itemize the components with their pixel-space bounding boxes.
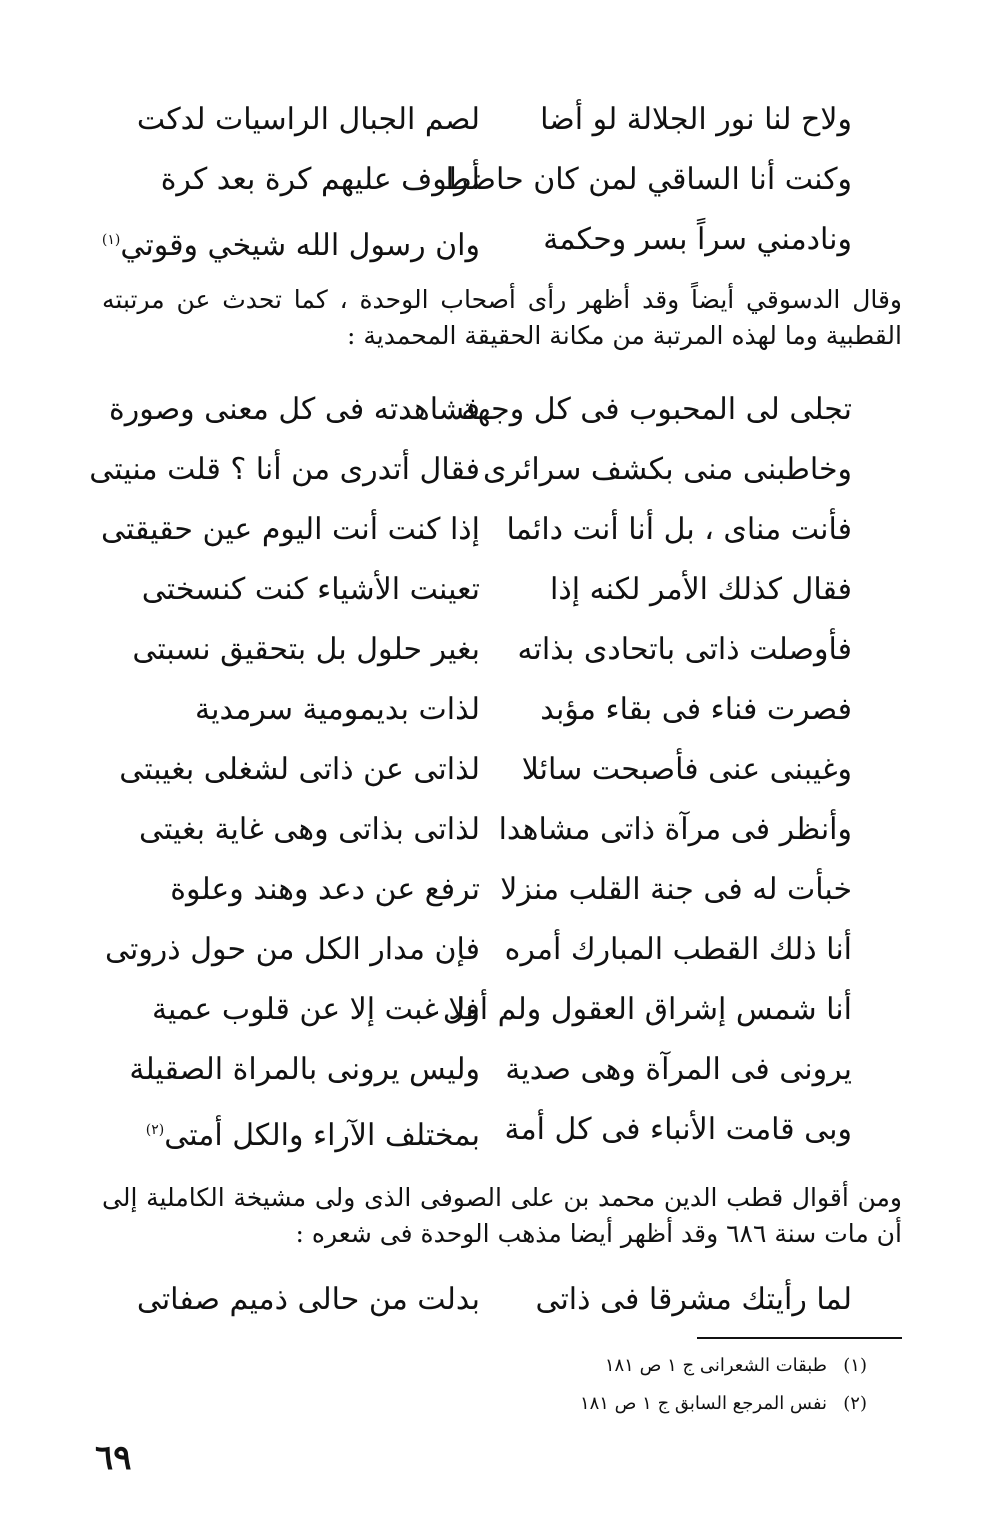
verse-second-hemistich: ولا غبت إلا عن قلوب عمية [151,992,480,1027]
verse-second-hemistich: تعينت الأشياء كنت كنسختى [141,572,480,607]
verse-second-hemistich: لذات بديمومية سرمدية [195,692,480,727]
verse-first-hemistich: وكنت أنا الساقي لمن كان حاضرا [445,162,852,197]
verse-first-hemistich: خبأت له فى جنة القلب منزلا [500,872,852,907]
verse-second-hemistich: لذاتى عن ذاتى لشغلى بغيبتى [119,752,480,787]
prose-paragraph: ومن أقوال قطب الدين محمد بن على الصوفى الذى ولى مشيخة الكاملية إلى أن مات سنة ٦٨٦ وقد أظهر أيضا مذهب الوحدة فى شعره : [102,1183,902,1248]
verse-second-hemistich: ترفع عن دعد وهند وعلوة [170,872,480,907]
verse-line [0,1275,1002,1325]
verse-line [0,925,1002,975]
verse-second-hemistich: فقال أتدرى من أنا ؟ قلت منيتى [89,452,480,487]
verse-second-hemistich: وليس يرونى بالمراة الصقيلة [129,1052,480,1087]
verse-line [0,565,1002,615]
page-number: ٦٩ [95,1438,132,1478]
verse-line [0,505,1002,555]
verse-first-hemistich: فقال كذلك الأمر لكنه إذا [550,572,852,607]
verse-first-hemistich: فأوصلت ذاتى باتحادى بذاته [517,632,852,667]
verse-first-hemistich: فصرت فناء فى بقاء مؤبد [540,692,852,727]
verse-first-hemistich: وبى قامت الأنباء فى كل أمة [504,1112,852,1147]
verse-second-hemistich: أطوف عليهم كرة بعد كرة [160,162,480,197]
verse-first-hemistich: يرونى فى المرآة وهى صدية [505,1052,852,1087]
verse-first-hemistich: وأنظر فى مرآة ذاتى مشاهدا [498,812,852,847]
verse-first-hemistich: تجلى لى المحبوب فى كل وجهة [461,392,852,427]
verse-first-hemistich: أنا شمس إشراق العقول ولم أفل [442,992,852,1027]
footnote-text: نفس المرجع السابق ج ١ ص ١٨١ [579,1393,827,1414]
footnote-marker: (٢) [145,1122,165,1138]
verse-first-hemistich: لما رأيتك مشرقا فى ذاتى [535,1282,852,1317]
verse-second-hemistich: لصم الجبال الراسيات لدكت [136,102,480,137]
verse-second-hemistich: بغير حلول بل بتحقيق نسبتى [132,632,480,667]
footnote [605,1352,867,1380]
verse-second-hemistich: إذا كنت أنت اليوم عين حقيقتى [100,512,480,547]
verse-line [0,215,1002,265]
verse-line [0,985,1002,1035]
verse-first-hemistich: ونادمني سراً بسر وحكمة [543,222,852,257]
verse-line [0,1045,1002,1095]
footnote-marker: (١) [101,232,121,248]
verse-second-hemistich: لذاتى بذاتى وهى غاية بغيتى [138,812,480,847]
verse-line [0,95,1002,145]
footnote-divider [697,1337,902,1339]
footnote [580,1390,867,1418]
verse-text: بمختلف الآراء والكل أمتى [164,1118,480,1153]
verse-text: وان رسول الله شيخي وقوتي [120,228,480,263]
footnote-number: (٢) [843,1393,867,1414]
verse-line [0,155,1002,205]
footnote-number: (١) [843,1355,867,1376]
verse-first-hemistich: فأنت مناى ، بل أنا أنت دائما [506,512,852,547]
verse-line [0,865,1002,915]
verse-first-hemistich: ولاح لنا نور الجلالة لو أضا [540,102,852,137]
verse-line [0,745,1002,795]
verse-line [0,385,1002,435]
verse-second-hemistich [145,1105,480,1161]
verse-line [0,625,1002,675]
verse-second-hemistich: فإن مدار الكل من حول ذروتى [104,932,480,967]
verse-second-hemistich: بدلت من حالى ذميم صفاتى [136,1282,480,1317]
verse-first-hemistich: أنا ذلك القطب المبارك أمره [504,932,852,967]
verse-first-hemistich: وغيبنى عنى فأصبحت سائلا [521,752,852,787]
verse-line [0,1105,1002,1155]
prose-paragraph: وقال الدسوقي أيضاً وقد أظهر رأى أصحاب الوحدة ، كما تحدث عن مرتبته القطبية وما لهذه المرتبة من مكانة الحقيقة المحمدية : [102,285,902,350]
verse-first-hemistich: وخاطبنى منى بكشف سرائرى [482,452,852,487]
verse-line [0,805,1002,855]
verse-second-hemistich: فشاهدته فى كل معنى وصورة [108,392,480,427]
footnote-text: طبقات الشعرانى ج ١ ص ١٨١ [604,1355,827,1376]
verse-line [0,685,1002,735]
verse-line [0,445,1002,495]
verse-second-hemistich [101,215,480,271]
